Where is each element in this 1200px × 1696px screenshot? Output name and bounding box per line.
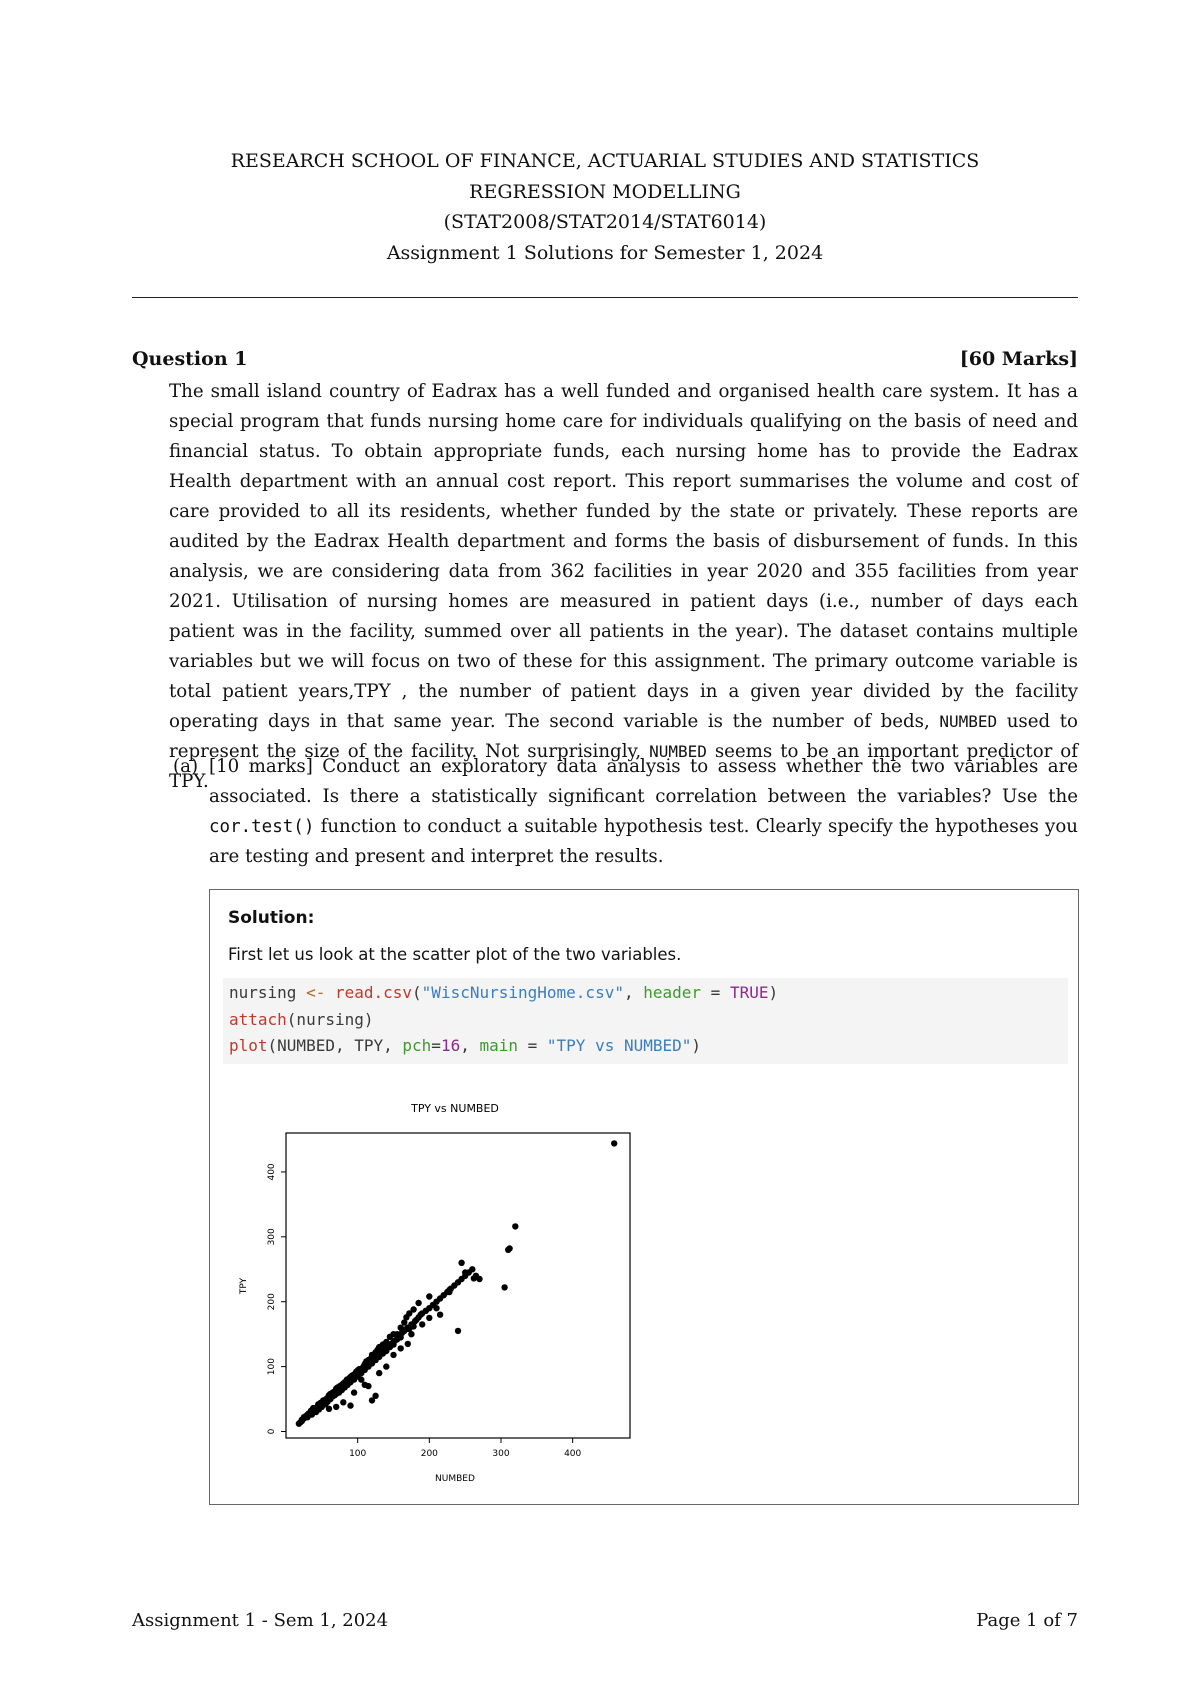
data-point	[297, 1419, 303, 1425]
solution-intro: First let us look at the scatter plot of the two variables.	[228, 945, 682, 964]
data-point	[383, 1363, 389, 1369]
x-axis-label: NUMBED	[435, 1474, 475, 1484]
part-a-text	[209, 752, 1078, 872]
data-point	[376, 1370, 382, 1376]
part-a	[169, 752, 1078, 872]
solution-box	[209, 889, 1079, 1505]
solution-title: Solution:	[228, 908, 315, 928]
data-point	[426, 1315, 432, 1321]
data-point	[476, 1276, 482, 1282]
code-token: TRUE	[729, 983, 769, 1002]
footer-left: Assignment 1 - Sem 1, 2024	[132, 1610, 389, 1631]
data-point	[372, 1393, 378, 1399]
plot-title: TPY vs NUMBED	[411, 1102, 499, 1115]
code-token: nursing	[229, 983, 307, 1002]
data-point	[405, 1341, 411, 1347]
data-point	[358, 1376, 364, 1382]
y-axis	[267, 1163, 286, 1434]
data-point	[398, 1325, 404, 1331]
code-token	[325, 983, 335, 1002]
code-token: (nursing)	[286, 1009, 374, 1029]
code-token: header	[643, 983, 702, 1002]
y-tick-label: 400	[267, 1163, 277, 1181]
data-point	[398, 1345, 404, 1351]
data-point	[458, 1260, 464, 1266]
footer-page-number: Page 1 of 7	[976, 1610, 1078, 1631]
paragraph-text: used to represent the size of the facility. Not surprisingly,	[169, 711, 1078, 762]
inline-code: cor.test()	[209, 817, 315, 837]
data-point	[347, 1402, 353, 1408]
data-point	[433, 1305, 439, 1311]
document-header	[132, 146, 1078, 268]
data-point	[340, 1399, 346, 1405]
document-subtitle: Assignment 1 Solutions for Semester 1, 2024	[386, 241, 824, 264]
data-point	[455, 1328, 461, 1334]
scatter-plot	[218, 1086, 638, 1486]
code-token: (NUMBED, TPY,	[267, 1036, 403, 1055]
code-token: "WiscNursingHome.csv"	[421, 983, 624, 1002]
data-point	[471, 1275, 477, 1281]
header-rule	[132, 297, 1078, 298]
code-token: 16	[440, 1036, 461, 1055]
data-point	[419, 1321, 425, 1327]
code-token: ,	[623, 983, 644, 1002]
y-tick-label: 100	[267, 1358, 277, 1376]
paragraph-text: The small island country of Eadrax has a well funded and organised health care system. It has a special program that funds nursing home care for individuals qualifying on the basis of need and financial status. To obtain appropriate funds, each nursing home has to provide the Eadrax Health department with an annual cost report. This report summarises the volume and cost of care provided to all its residents, whether funded by the state or privately. These reports are audited by the Eadrax Health department and forms the basis of disbursement of funds. In this analysis, we are considering data from 362 facilities in year 2020 and 355 facilities from year 2021. Utilisation of nursing homes are measured in patient days (i.e., number of days each patient was in the facility, summed over all patients in the year). The dataset contains multiple variables but we will focus on two of these for this assignment. The primary outcome variable is total patient years,TPY , the number of patient days in a given year divided by the facility operating days in that same year. The second variable is the number of beds,	[169, 381, 1078, 732]
data-point	[501, 1284, 507, 1290]
course-codes: (STAT2008/STAT2014/STAT6014)	[443, 211, 767, 233]
question-title: Question 1	[132, 348, 248, 370]
part-label: (a)	[173, 756, 199, 777]
code-block	[223, 978, 1068, 1064]
data-point	[351, 1389, 357, 1395]
question-heading	[132, 348, 1078, 370]
y-tick-label: 300	[267, 1228, 277, 1246]
data-point	[611, 1140, 617, 1146]
code-token: =	[431, 1036, 441, 1055]
x-tick-label: 400	[564, 1449, 582, 1459]
part-text: function to conduct a suitable hypothesis test. Clearly specify the hypotheses you are testing and present and interpret the results.	[209, 816, 1078, 867]
code-line	[229, 1007, 1068, 1034]
code-token: main	[479, 1036, 518, 1055]
x-tick-label: 300	[492, 1449, 510, 1459]
x-axis	[349, 1438, 581, 1459]
data-point	[462, 1269, 468, 1275]
code-token: read.csv	[334, 983, 413, 1002]
code-token: ,	[460, 1036, 480, 1055]
y-tick-label: 0	[267, 1428, 277, 1435]
data-point	[426, 1293, 432, 1299]
scatter-points	[296, 1140, 618, 1427]
code-token: pch	[402, 1036, 432, 1055]
course-name: REGRESSION MODELLING	[469, 180, 741, 203]
school-name: RESEARCH SCHOOL OF FINANCE, ACTUARIAL STUDIES AND STATISTICS	[230, 150, 980, 172]
data-point	[437, 1312, 443, 1318]
code-token: <-	[306, 983, 326, 1002]
code-line	[229, 980, 1068, 1007]
question-marks: [60 Marks]	[959, 348, 1078, 370]
part-text: [10 marks] Conduct an exploratory data analysis to assess whether the two variables are associated. Is there a statistically significant correlation between the variables? Use the	[209, 756, 1078, 807]
data-point	[512, 1223, 518, 1229]
data-point	[326, 1406, 332, 1412]
code-token: attach	[229, 1009, 287, 1029]
code-token: =	[518, 1036, 547, 1055]
data-point	[469, 1266, 475, 1272]
code-token: plot	[229, 1036, 268, 1055]
question-paragraph	[169, 377, 1078, 797]
y-tick-label: 200	[267, 1293, 277, 1311]
code-token: =	[701, 983, 730, 1002]
inline-code: NUMBED	[649, 742, 707, 761]
data-point	[415, 1300, 421, 1306]
data-point	[401, 1319, 407, 1325]
data-point	[365, 1383, 371, 1389]
data-point	[390, 1352, 396, 1358]
data-point	[446, 1287, 452, 1293]
data-point	[333, 1404, 339, 1410]
paragraph-text: seems to be an important predictor of TPY.	[169, 741, 1078, 792]
code-line	[229, 1033, 1068, 1060]
inline-code: NUMBED	[939, 712, 998, 731]
code-token: )	[768, 983, 779, 1002]
data-point	[387, 1334, 393, 1340]
code-token: )	[691, 1036, 702, 1055]
y-axis-label: TPY	[239, 1277, 249, 1295]
x-tick-label: 100	[349, 1449, 367, 1459]
data-point	[506, 1245, 512, 1251]
code-token: "TPY vs NUMBED"	[546, 1036, 692, 1055]
data-point	[408, 1331, 414, 1337]
code-token: (	[412, 983, 422, 1002]
x-tick-label: 200	[420, 1449, 438, 1459]
